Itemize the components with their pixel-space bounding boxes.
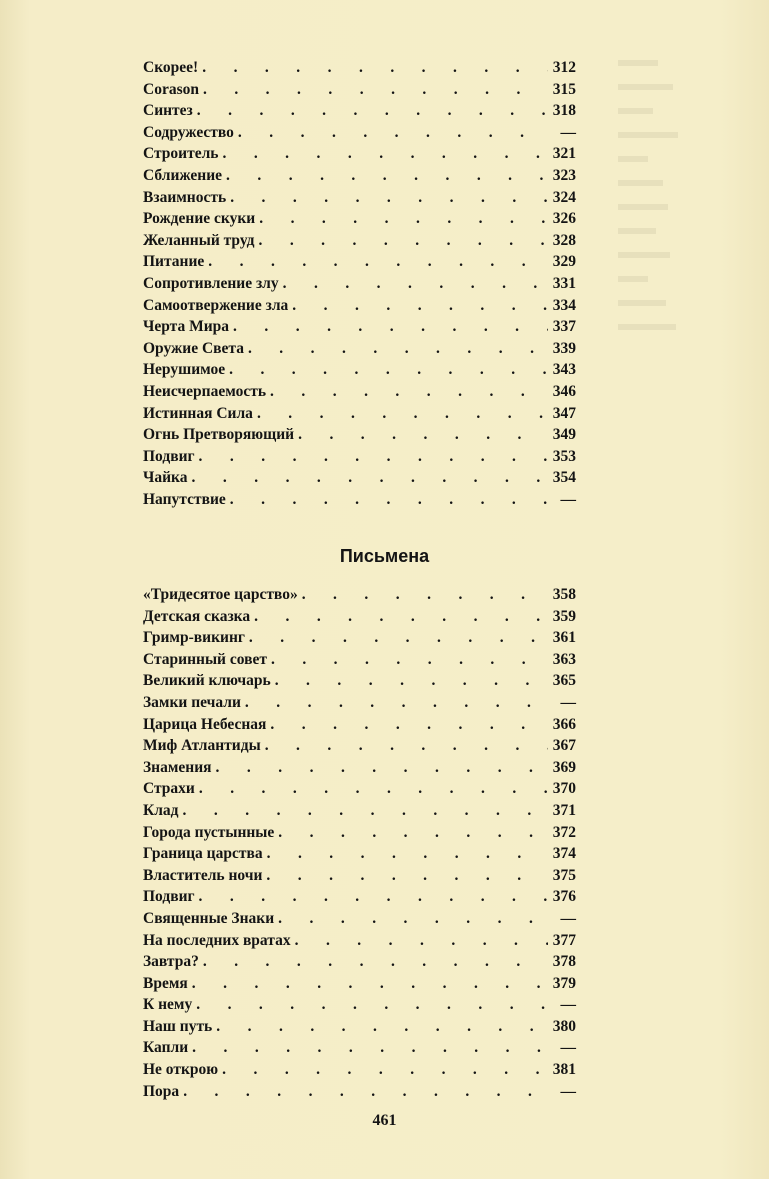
dot-leader	[267, 843, 548, 865]
toc-entry-page: 377	[552, 931, 576, 949]
toc-entry-title: Завтра?	[143, 953, 199, 971]
dot-leader	[192, 1037, 548, 1059]
dot-leader	[249, 627, 548, 649]
toc-entry	[143, 606, 576, 628]
toc-entry-page: 349	[552, 426, 576, 444]
toc-entry-title: Содружество	[143, 123, 234, 141]
toc-entry-title: Граница царства	[143, 845, 263, 863]
toc-entry	[143, 57, 576, 79]
toc-entry-page: 376	[552, 888, 576, 906]
toc-entry	[143, 1081, 576, 1103]
toc-entry-title: Время	[143, 974, 188, 992]
toc-entry-page: —	[560, 693, 576, 711]
dot-leader	[199, 446, 548, 468]
dot-leader	[222, 1059, 548, 1081]
toc-entry-title: Великий ключарь	[143, 672, 271, 690]
dot-leader	[199, 886, 548, 908]
toc-entry	[143, 735, 576, 757]
dot-leader	[202, 57, 548, 79]
section-heading: Письмена	[339, 546, 430, 566]
toc-entry-title: Истинная Сила	[143, 404, 253, 422]
toc-entry	[143, 973, 576, 995]
dot-leader	[295, 930, 548, 952]
dot-leader	[216, 757, 548, 779]
toc-entry-page: 347	[552, 404, 576, 422]
dot-leader	[196, 994, 548, 1016]
toc-entry-title: Рождение скуки	[143, 210, 256, 228]
dot-leader	[298, 424, 548, 446]
toc-entry-page: —	[560, 1039, 576, 1057]
toc-entry-page: 331	[552, 274, 576, 292]
toc-entry-page: 329	[552, 253, 576, 271]
toc-entry	[143, 994, 576, 1016]
toc-entry-page: 312	[552, 59, 576, 76]
toc-entry	[143, 714, 576, 736]
toc-entry-title: На последних вратах	[143, 931, 291, 949]
dot-leader	[229, 359, 548, 381]
toc-entry-page: 354	[552, 469, 576, 487]
dot-leader	[230, 187, 548, 209]
toc-entry	[143, 79, 576, 101]
toc-entry	[143, 165, 576, 187]
toc-entry-title: Пора	[143, 1082, 180, 1100]
toc-entry-page: 358	[552, 586, 576, 603]
toc-entry	[143, 951, 576, 973]
toc-entry-page: 324	[552, 188, 576, 206]
toc-entry-title: Подвиг	[143, 888, 195, 906]
toc-entry-page: 379	[552, 974, 576, 992]
toc-entry-page: 321	[552, 145, 576, 163]
toc-entry-page: 375	[552, 866, 576, 884]
toc-entry	[143, 757, 576, 779]
toc-entry-page: 343	[552, 361, 576, 379]
toc-entry	[143, 187, 576, 209]
toc-entry-title: Клад	[143, 801, 179, 819]
toc-entry-title: Взаимность	[143, 188, 227, 206]
toc-entry-page: 326	[552, 210, 576, 228]
dot-leader	[222, 143, 548, 165]
toc-entry	[143, 627, 576, 649]
toc-entry-title: Замки печали	[143, 693, 241, 711]
toc-entry-title: К нему	[143, 996, 193, 1014]
toc-entry-title: Старинный совет	[143, 650, 267, 668]
toc-entry-page: 328	[552, 231, 576, 249]
toc-entry	[143, 489, 576, 511]
toc-entry-title: Питание	[143, 253, 205, 271]
toc-entry	[143, 230, 576, 252]
toc-entry-title: Подвиг	[143, 447, 195, 465]
dot-leader	[245, 692, 548, 714]
toc-entry-page: 346	[552, 382, 576, 400]
toc-entry	[143, 338, 576, 360]
toc-entry	[143, 1059, 576, 1081]
toc-entry-title: Нерушимое	[143, 361, 226, 379]
toc-entry	[143, 692, 576, 714]
dot-leader	[258, 230, 548, 252]
toc-entry-page: —	[560, 1082, 576, 1100]
toc-entry-page: 339	[552, 339, 576, 357]
dot-leader	[192, 973, 548, 995]
toc-entry	[143, 865, 576, 887]
toc-entry-title: Знамения	[143, 758, 212, 776]
toc-entry-title: Властитель ночи	[143, 866, 263, 884]
dot-leader	[270, 381, 548, 403]
toc-entry-page: 363	[552, 650, 576, 668]
toc-entry-page: 315	[552, 80, 576, 98]
toc-entry-page: 371	[552, 801, 576, 819]
toc-section-1	[143, 57, 576, 510]
toc-entry-title: Царица Небесная	[143, 715, 267, 733]
toc-entry-page: 374	[552, 845, 576, 863]
toc-entry-page: 365	[552, 672, 576, 690]
dot-leader	[208, 251, 548, 273]
toc-entry-page: —	[560, 490, 576, 508]
toc-entry	[143, 908, 576, 930]
toc-entry	[143, 446, 576, 468]
toc-entry	[143, 381, 576, 403]
dot-leader	[257, 403, 548, 425]
toc-section-2	[143, 584, 576, 1102]
toc-entry-page: 359	[552, 607, 576, 625]
toc-entry-title: Огнь Претворяющий	[143, 426, 295, 444]
toc-entry	[143, 403, 576, 425]
toc-entry-title: Черта Мира	[143, 318, 230, 336]
dot-leader	[283, 273, 548, 295]
toc-entry	[143, 359, 576, 381]
toc-entry-title: Не открою	[143, 1061, 219, 1079]
toc-entry	[143, 273, 576, 295]
toc-entry-page: —	[560, 123, 576, 141]
dot-leader	[270, 714, 548, 736]
dot-leader	[254, 606, 548, 628]
dot-leader	[199, 778, 548, 800]
toc-entry-page: 369	[552, 758, 576, 776]
toc-entry	[143, 843, 576, 865]
toc-entry-page: 366	[552, 715, 576, 733]
toc-entry	[143, 316, 576, 338]
toc-entry-title: Сопротивление злу	[143, 274, 279, 292]
toc-entry	[143, 930, 576, 952]
toc-entry-page: 323	[552, 166, 576, 184]
bleed-through-texture	[598, 40, 758, 740]
page-number: 461	[372, 1112, 397, 1129]
toc-entry	[143, 800, 576, 822]
toc-entry-title: Капли	[143, 1039, 189, 1057]
dot-leader	[203, 79, 548, 101]
toc-entry-title: Детская сказка	[143, 607, 251, 625]
toc-entry-title: Скорее!	[143, 59, 199, 76]
toc-entry	[143, 822, 576, 844]
dot-leader	[278, 822, 548, 844]
toc-entry	[143, 208, 576, 230]
toc-entry-title: Сближение	[143, 166, 223, 184]
toc-entry-page: 334	[552, 296, 576, 314]
toc-entry-page: 372	[552, 823, 576, 841]
dot-leader	[203, 951, 548, 973]
toc-entry	[143, 424, 576, 446]
dot-leader	[183, 800, 548, 822]
toc-entry-page: 337	[552, 318, 576, 336]
toc-entry-title: Страхи	[143, 780, 195, 798]
dot-leader	[271, 649, 548, 671]
toc-entry	[143, 778, 576, 800]
toc-entry-page: —	[560, 909, 576, 927]
toc-entry	[143, 122, 576, 144]
toc-entry-title: Неисчерпаемость	[143, 382, 267, 400]
toc-entry	[143, 886, 576, 908]
toc-entry-page: 378	[552, 953, 576, 971]
toc-entry-title: Священные Знаки	[143, 909, 275, 927]
dot-leader	[292, 295, 548, 317]
toc-entry-title: Самоотвержение зла	[143, 296, 289, 314]
dot-leader	[183, 1081, 548, 1103]
toc-entry	[143, 467, 576, 489]
dot-leader	[259, 208, 548, 230]
toc-entry-page: 353	[552, 447, 576, 465]
dot-leader	[248, 338, 548, 360]
dot-leader	[238, 122, 548, 144]
dot-leader	[192, 467, 548, 489]
dot-leader	[230, 489, 548, 511]
toc-entry	[143, 100, 576, 122]
toc-entry-page: 381	[552, 1061, 576, 1079]
toc-entry-title: Оружие Света	[143, 339, 244, 357]
dot-leader	[233, 316, 548, 338]
toc-entry	[143, 295, 576, 317]
toc-entry-title: Желанный труд	[143, 231, 255, 249]
dot-leader	[265, 735, 548, 757]
toc-entry-page: 361	[552, 629, 576, 647]
toc-entry-title: Чайка	[143, 469, 188, 487]
toc-entry	[143, 670, 576, 692]
toc-entry	[143, 584, 576, 606]
dot-leader	[197, 100, 548, 122]
toc-entry-title: Строитель	[143, 145, 219, 163]
toc-entry	[143, 649, 576, 671]
toc-entry	[143, 251, 576, 273]
toc-entry	[143, 1016, 576, 1038]
toc-entry-page: 367	[552, 737, 576, 755]
toc-entry-page: 318	[552, 102, 576, 120]
toc-entry-title: Corason	[143, 80, 199, 98]
toc-entry-title: Гримр-викинг	[143, 629, 245, 647]
toc-entry-title: Напутствие	[143, 490, 226, 508]
toc-entry-title: Наш путь	[143, 1017, 213, 1035]
toc-entry-page: 380	[552, 1017, 576, 1035]
dot-leader	[278, 908, 548, 930]
toc-entry-page: 370	[552, 780, 576, 798]
dot-leader	[275, 670, 548, 692]
toc-entry	[143, 143, 576, 165]
dot-leader	[226, 165, 548, 187]
dot-leader	[302, 584, 548, 606]
dot-leader	[216, 1016, 548, 1038]
toc-entry-page: —	[560, 996, 576, 1014]
toc-entry-title: «Тридесятое царство»	[143, 586, 298, 603]
toc-entry	[143, 1037, 576, 1059]
toc-entry-title: Миф Атлантиды	[143, 737, 261, 755]
toc-entry-title: Города пустынные	[143, 823, 275, 841]
dot-leader	[266, 865, 548, 887]
toc-entry-title: Синтез	[143, 102, 193, 120]
